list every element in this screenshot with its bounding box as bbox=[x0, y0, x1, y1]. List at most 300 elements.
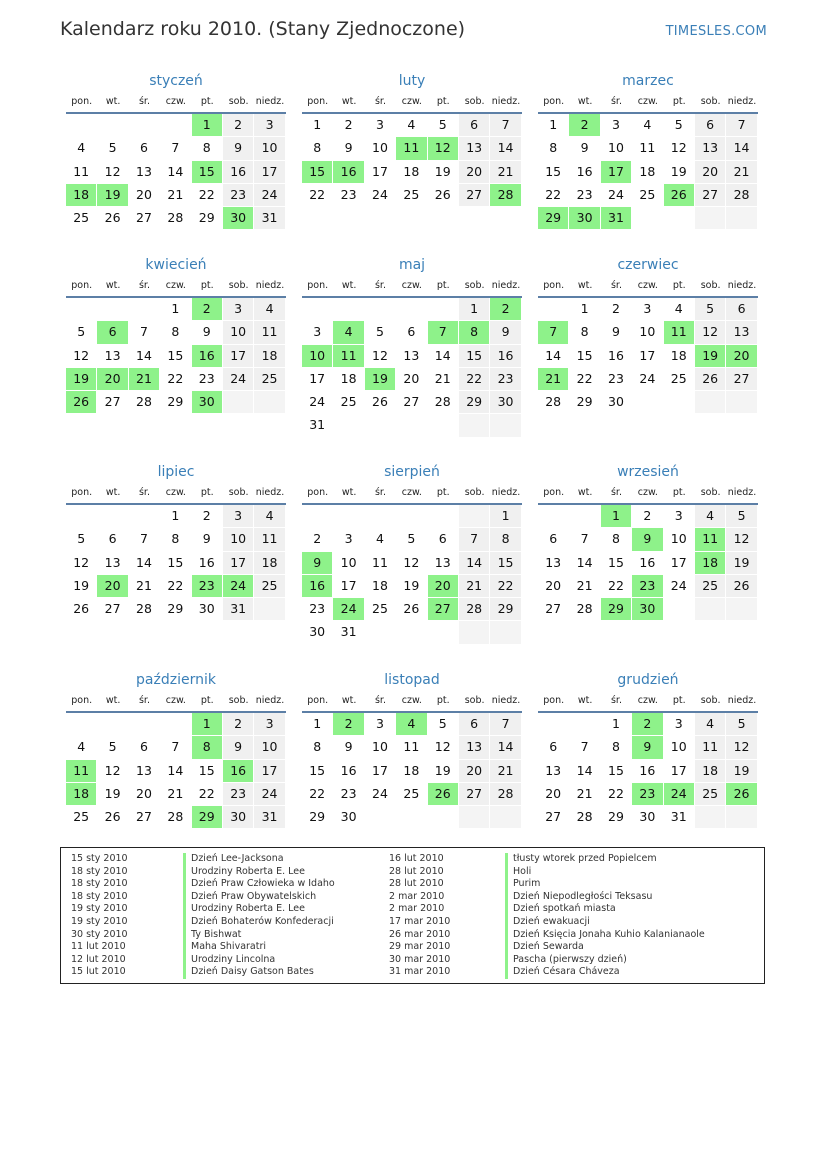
day-cell[interactable]: 29 bbox=[608, 809, 624, 825]
day-cell[interactable]: 4 bbox=[407, 117, 416, 132]
day-cell[interactable]: 31 bbox=[254, 207, 284, 229]
day-cell[interactable]: 24 bbox=[670, 577, 687, 593]
day-cell[interactable]: 20 bbox=[726, 345, 756, 367]
day-cell[interactable]: 17 bbox=[340, 577, 357, 593]
day-cell[interactable]: 21 bbox=[434, 370, 451, 386]
day-cell[interactable]: 25 bbox=[254, 368, 284, 390]
day-cell[interactable]: 26 bbox=[726, 783, 756, 805]
day-cell[interactable]: 6 bbox=[438, 531, 447, 547]
day-cell[interactable]: 28 bbox=[726, 184, 756, 206]
day-cell[interactable]: 24 bbox=[372, 785, 388, 801]
day-cell[interactable]: 27 bbox=[136, 809, 152, 825]
day-cell[interactable]: 17 bbox=[601, 161, 631, 183]
day-cell[interactable]: 24 bbox=[664, 783, 694, 805]
day-cell[interactable]: 17 bbox=[309, 370, 326, 386]
day-cell[interactable]: 10 bbox=[670, 739, 687, 755]
day-cell[interactable]: 22 bbox=[167, 370, 184, 386]
day-cell[interactable]: 9 bbox=[612, 324, 620, 340]
day-cell[interactable]: 26 bbox=[73, 601, 90, 617]
day-cell[interactable]: 22 bbox=[309, 186, 326, 202]
day-cell[interactable]: 23 bbox=[490, 368, 520, 390]
day-cell[interactable]: 9 bbox=[580, 140, 589, 156]
day-cell[interactable]: 10 bbox=[608, 140, 624, 156]
day-cell[interactable]: 5 bbox=[695, 298, 725, 320]
day-cell[interactable]: 22 bbox=[490, 575, 520, 597]
day-cell[interactable]: 7 bbox=[726, 114, 756, 136]
day-cell[interactable]: 25 bbox=[670, 370, 687, 386]
day-cell[interactable]: 5 bbox=[438, 716, 447, 731]
day-cell[interactable]: 21 bbox=[167, 186, 184, 202]
day-cell[interactable]: 29 bbox=[459, 391, 489, 413]
day-cell[interactable]: 31 bbox=[670, 809, 687, 825]
day-cell[interactable]: 26 bbox=[104, 809, 121, 825]
day-cell[interactable]: 3 bbox=[313, 324, 322, 340]
day-cell[interactable]: 1 bbox=[192, 114, 222, 136]
day-cell[interactable]: 16 bbox=[223, 161, 253, 183]
day-cell[interactable]: 28 bbox=[434, 394, 451, 410]
day-cell[interactable]: 8 bbox=[459, 321, 489, 343]
day-cell[interactable]: 15 bbox=[192, 161, 222, 183]
day-cell[interactable]: 30 bbox=[198, 601, 215, 617]
day-cell[interactable]: 20 bbox=[136, 785, 152, 801]
day-cell[interactable]: 17 bbox=[639, 347, 656, 363]
day-cell[interactable]: 20 bbox=[459, 161, 489, 183]
day-cell[interactable]: 1 bbox=[612, 716, 620, 731]
day-cell[interactable]: 7 bbox=[580, 739, 589, 755]
day-cell[interactable]: 30 bbox=[632, 598, 662, 620]
day-cell[interactable]: 4 bbox=[643, 117, 652, 132]
day-cell[interactable]: 10 bbox=[254, 736, 284, 758]
day-cell[interactable]: 16 bbox=[608, 347, 624, 363]
day-cell[interactable]: 19 bbox=[434, 762, 451, 778]
day-cell[interactable]: 8 bbox=[549, 140, 558, 156]
day-cell[interactable]: 24 bbox=[309, 394, 326, 410]
day-cell[interactable]: 8 bbox=[490, 528, 520, 550]
day-cell[interactable]: 11 bbox=[73, 163, 90, 179]
day-cell[interactable]: 4 bbox=[376, 531, 384, 547]
day-cell[interactable]: 28 bbox=[576, 601, 593, 617]
day-cell[interactable]: 30 bbox=[192, 391, 222, 413]
day-cell[interactable]: 7 bbox=[171, 140, 180, 156]
day-cell[interactable]: 30 bbox=[608, 394, 624, 410]
day-cell[interactable]: 11 bbox=[695, 736, 725, 758]
day-cell[interactable]: 6 bbox=[140, 140, 148, 156]
day-cell[interactable]: 7 bbox=[580, 531, 589, 547]
day-cell[interactable]: 12 bbox=[403, 554, 420, 570]
day-cell[interactable]: 31 bbox=[340, 624, 357, 640]
day-cell[interactable]: 25 bbox=[639, 186, 656, 202]
day-cell[interactable]: 17 bbox=[372, 762, 388, 778]
day-cell[interactable]: 9 bbox=[223, 736, 253, 758]
day-cell[interactable]: 1 bbox=[171, 301, 180, 316]
day-cell[interactable]: 23 bbox=[340, 785, 357, 801]
day-cell[interactable]: 12 bbox=[726, 736, 756, 758]
day-cell[interactable]: 19 bbox=[726, 760, 756, 782]
day-cell[interactable]: 28 bbox=[136, 601, 152, 617]
day-cell[interactable]: 25 bbox=[403, 785, 420, 801]
day-cell[interactable]: 3 bbox=[254, 713, 284, 735]
day-cell[interactable]: 26 bbox=[104, 210, 121, 226]
day-cell[interactable]: 17 bbox=[670, 762, 687, 778]
day-cell[interactable]: 17 bbox=[372, 163, 388, 179]
day-cell[interactable]: 29 bbox=[167, 394, 184, 410]
day-cell[interactable]: 22 bbox=[576, 370, 593, 386]
day-cell[interactable]: 2 bbox=[632, 713, 662, 735]
day-cell[interactable]: 3 bbox=[612, 117, 620, 132]
day-cell[interactable]: 15 bbox=[545, 163, 562, 179]
day-cell[interactable]: 8 bbox=[612, 739, 620, 755]
day-cell[interactable]: 26 bbox=[434, 186, 451, 202]
day-cell[interactable]: 6 bbox=[407, 324, 416, 340]
day-cell[interactable]: 1 bbox=[313, 117, 322, 132]
day-cell[interactable]: 8 bbox=[580, 324, 589, 340]
day-cell[interactable]: 15 bbox=[576, 347, 593, 363]
day-cell[interactable]: 5 bbox=[77, 531, 86, 547]
day-cell[interactable]: 5 bbox=[376, 324, 384, 340]
day-cell[interactable]: 2 bbox=[490, 298, 520, 320]
day-cell[interactable]: 13 bbox=[104, 554, 121, 570]
day-cell[interactable]: 1 bbox=[313, 716, 322, 731]
day-cell[interactable]: 23 bbox=[608, 370, 624, 386]
day-cell[interactable]: 7 bbox=[171, 739, 180, 755]
day-cell[interactable]: 6 bbox=[726, 298, 756, 320]
day-cell[interactable]: 25 bbox=[340, 394, 357, 410]
day-cell[interactable]: 8 bbox=[612, 531, 620, 547]
day-cell[interactable]: 26 bbox=[66, 391, 96, 413]
day-cell[interactable]: 2 bbox=[333, 713, 363, 735]
day-cell[interactable]: 14 bbox=[459, 552, 489, 574]
day-cell[interactable]: 27 bbox=[104, 601, 121, 617]
day-cell[interactable]: 10 bbox=[340, 554, 357, 570]
day-cell[interactable]: 15 bbox=[490, 552, 520, 574]
day-cell[interactable]: 20 bbox=[97, 368, 127, 390]
day-cell[interactable]: 4 bbox=[695, 713, 725, 735]
day-cell[interactable]: 15 bbox=[608, 554, 624, 570]
day-cell[interactable]: 17 bbox=[254, 161, 284, 183]
day-cell[interactable]: 14 bbox=[726, 137, 756, 159]
day-cell[interactable]: 22 bbox=[608, 577, 624, 593]
day-cell[interactable]: 13 bbox=[545, 554, 562, 570]
day-cell[interactable]: 12 bbox=[428, 137, 458, 159]
day-cell[interactable]: 26 bbox=[726, 575, 756, 597]
day-cell[interactable]: 11 bbox=[695, 528, 725, 550]
day-cell[interactable]: 27 bbox=[545, 809, 562, 825]
day-cell[interactable]: 8 bbox=[171, 531, 180, 547]
day-cell[interactable]: 24 bbox=[223, 575, 253, 597]
day-cell[interactable]: 15 bbox=[608, 762, 624, 778]
day-cell[interactable]: 15 bbox=[198, 762, 215, 778]
day-cell[interactable]: 2 bbox=[202, 508, 211, 523]
day-cell[interactable]: 11 bbox=[403, 739, 420, 755]
day-cell[interactable]: 13 bbox=[459, 736, 489, 758]
day-cell[interactable]: 27 bbox=[726, 368, 756, 390]
day-cell[interactable]: 11 bbox=[372, 554, 388, 570]
day-cell[interactable]: 14 bbox=[434, 347, 451, 363]
day-cell[interactable]: 24 bbox=[608, 186, 624, 202]
day-cell[interactable]: 29 bbox=[192, 806, 222, 828]
day-cell[interactable]: 18 bbox=[695, 552, 725, 574]
day-cell[interactable]: 5 bbox=[108, 739, 117, 755]
day-cell[interactable]: 19 bbox=[365, 368, 395, 390]
day-cell[interactable]: 5 bbox=[77, 324, 86, 340]
day-cell[interactable]: 4 bbox=[77, 739, 86, 755]
day-cell[interactable]: 9 bbox=[632, 528, 662, 550]
day-cell[interactable]: 1 bbox=[601, 505, 631, 527]
day-cell[interactable]: 20 bbox=[136, 186, 152, 202]
day-cell[interactable]: 7 bbox=[490, 114, 520, 136]
day-cell[interactable]: 7 bbox=[490, 713, 520, 735]
day-cell[interactable]: 4 bbox=[333, 321, 363, 343]
day-cell[interactable]: 30 bbox=[639, 809, 656, 825]
day-cell[interactable]: 3 bbox=[376, 117, 384, 132]
day-cell[interactable]: 14 bbox=[167, 762, 184, 778]
day-cell[interactable]: 1 bbox=[459, 298, 489, 320]
day-cell[interactable]: 20 bbox=[97, 575, 127, 597]
day-cell[interactable]: 28 bbox=[167, 210, 184, 226]
day-cell[interactable]: 29 bbox=[490, 598, 520, 620]
day-cell[interactable]: 23 bbox=[198, 370, 215, 386]
day-cell[interactable]: 8 bbox=[202, 140, 211, 156]
day-cell[interactable]: 3 bbox=[344, 531, 353, 547]
day-cell[interactable]: 20 bbox=[403, 370, 420, 386]
day-cell[interactable]: 26 bbox=[428, 783, 458, 805]
day-cell[interactable]: 10 bbox=[372, 140, 388, 156]
day-cell[interactable]: 9 bbox=[344, 739, 353, 755]
day-cell[interactable]: 3 bbox=[223, 298, 253, 320]
day-cell[interactable]: 12 bbox=[670, 140, 687, 156]
day-cell[interactable]: 29 bbox=[309, 809, 326, 825]
day-cell[interactable]: 8 bbox=[313, 140, 322, 156]
day-cell[interactable]: 18 bbox=[639, 163, 656, 179]
day-cell[interactable]: 18 bbox=[403, 163, 420, 179]
day-cell[interactable]: 26 bbox=[403, 601, 420, 617]
day-cell[interactable]: 12 bbox=[73, 554, 90, 570]
day-cell[interactable]: 9 bbox=[344, 140, 353, 156]
day-cell[interactable]: 28 bbox=[490, 783, 520, 805]
day-cell[interactable]: 16 bbox=[639, 762, 656, 778]
day-cell[interactable]: 15 bbox=[459, 345, 489, 367]
day-cell[interactable]: 18 bbox=[254, 552, 284, 574]
day-cell[interactable]: 26 bbox=[695, 368, 725, 390]
day-cell[interactable]: 19 bbox=[66, 368, 96, 390]
day-cell[interactable]: 22 bbox=[608, 785, 624, 801]
day-cell[interactable]: 2 bbox=[643, 508, 652, 523]
day-cell[interactable]: 31 bbox=[309, 417, 326, 433]
day-cell[interactable]: 15 bbox=[309, 762, 326, 778]
day-cell[interactable]: 20 bbox=[695, 161, 725, 183]
day-cell[interactable]: 25 bbox=[73, 210, 90, 226]
day-cell[interactable]: 25 bbox=[73, 809, 90, 825]
day-cell[interactable]: 29 bbox=[167, 601, 184, 617]
day-cell[interactable]: 21 bbox=[576, 577, 593, 593]
day-cell[interactable]: 13 bbox=[104, 347, 121, 363]
day-cell[interactable]: 21 bbox=[136, 577, 152, 593]
day-cell[interactable]: 16 bbox=[490, 345, 520, 367]
day-cell[interactable]: 23 bbox=[309, 601, 326, 617]
day-cell[interactable]: 12 bbox=[104, 163, 121, 179]
day-cell[interactable]: 17 bbox=[670, 554, 687, 570]
day-cell[interactable]: 12 bbox=[104, 762, 121, 778]
day-cell[interactable]: 14 bbox=[136, 554, 152, 570]
day-cell[interactable]: 27 bbox=[545, 601, 562, 617]
day-cell[interactable]: 24 bbox=[372, 186, 388, 202]
day-cell[interactable]: 18 bbox=[695, 760, 725, 782]
day-cell[interactable]: 30 bbox=[340, 809, 357, 825]
day-cell[interactable]: 18 bbox=[340, 370, 357, 386]
day-cell[interactable]: 12 bbox=[73, 347, 90, 363]
day-cell[interactable]: 9 bbox=[302, 552, 332, 574]
day-cell[interactable]: 18 bbox=[670, 347, 687, 363]
day-cell[interactable]: 31 bbox=[601, 207, 631, 229]
day-cell[interactable]: 5 bbox=[726, 713, 756, 735]
day-cell[interactable]: 14 bbox=[490, 137, 520, 159]
day-cell[interactable]: 30 bbox=[490, 391, 520, 413]
day-cell[interactable]: 16 bbox=[639, 554, 656, 570]
day-cell[interactable]: 11 bbox=[639, 140, 656, 156]
day-cell[interactable]: 16 bbox=[192, 345, 222, 367]
day-cell[interactable]: 11 bbox=[333, 345, 363, 367]
day-cell[interactable]: 13 bbox=[726, 321, 756, 343]
day-cell[interactable]: 9 bbox=[202, 531, 211, 547]
day-cell[interactable]: 23 bbox=[223, 184, 253, 206]
day-cell[interactable]: 19 bbox=[104, 785, 121, 801]
day-cell[interactable]: 10 bbox=[223, 528, 253, 550]
day-cell[interactable]: 30 bbox=[223, 207, 253, 229]
day-cell[interactable]: 9 bbox=[632, 736, 662, 758]
day-cell[interactable]: 30 bbox=[223, 806, 253, 828]
day-cell[interactable]: 3 bbox=[643, 301, 652, 316]
day-cell[interactable]: 24 bbox=[639, 370, 656, 386]
day-cell[interactable]: 2 bbox=[192, 298, 222, 320]
day-cell[interactable]: 19 bbox=[97, 184, 127, 206]
day-cell[interactable]: 27 bbox=[428, 598, 458, 620]
day-cell[interactable]: 7 bbox=[140, 531, 148, 547]
day-cell[interactable]: 24 bbox=[223, 368, 253, 390]
day-cell[interactable]: 15 bbox=[302, 161, 332, 183]
day-cell[interactable]: 28 bbox=[576, 809, 593, 825]
day-cell[interactable]: 6 bbox=[459, 114, 489, 136]
day-cell[interactable]: 3 bbox=[674, 508, 683, 523]
day-cell[interactable]: 10 bbox=[372, 739, 388, 755]
day-cell[interactable]: 6 bbox=[140, 739, 148, 755]
day-cell[interactable]: 19 bbox=[73, 577, 90, 593]
day-cell[interactable]: 10 bbox=[254, 137, 284, 159]
day-cell[interactable]: 5 bbox=[674, 117, 683, 132]
day-cell[interactable]: 24 bbox=[254, 783, 284, 805]
day-cell[interactable]: 14 bbox=[545, 347, 562, 363]
day-cell[interactable]: 17 bbox=[223, 552, 253, 574]
day-cell[interactable]: 4 bbox=[254, 298, 284, 320]
day-cell[interactable]: 19 bbox=[403, 577, 420, 593]
day-cell[interactable]: 21 bbox=[576, 785, 593, 801]
day-cell[interactable]: 4 bbox=[254, 505, 284, 527]
day-cell[interactable]: 1 bbox=[490, 505, 520, 527]
day-cell[interactable]: 27 bbox=[459, 184, 489, 206]
day-cell[interactable]: 3 bbox=[223, 505, 253, 527]
day-cell[interactable]: 18 bbox=[66, 783, 96, 805]
day-cell[interactable]: 27 bbox=[136, 210, 152, 226]
day-cell[interactable]: 7 bbox=[459, 528, 489, 550]
day-cell[interactable]: 12 bbox=[726, 528, 756, 550]
day-cell[interactable]: 5 bbox=[438, 117, 447, 132]
day-cell[interactable]: 16 bbox=[198, 554, 215, 570]
day-cell[interactable]: 19 bbox=[670, 163, 687, 179]
day-cell[interactable]: 13 bbox=[545, 762, 562, 778]
day-cell[interactable]: 6 bbox=[695, 114, 725, 136]
day-cell[interactable]: 5 bbox=[726, 505, 756, 527]
day-cell[interactable]: 14 bbox=[490, 736, 520, 758]
day-cell[interactable]: 27 bbox=[104, 394, 121, 410]
day-cell[interactable]: 2 bbox=[223, 713, 253, 735]
day-cell[interactable]: 9 bbox=[223, 137, 253, 159]
day-cell[interactable]: 23 bbox=[192, 575, 222, 597]
day-cell[interactable]: 16 bbox=[302, 575, 332, 597]
day-cell[interactable]: 25 bbox=[695, 575, 725, 597]
day-cell[interactable]: 14 bbox=[576, 762, 593, 778]
day-cell[interactable]: 13 bbox=[459, 137, 489, 159]
day-cell[interactable]: 14 bbox=[136, 347, 152, 363]
day-cell[interactable]: 16 bbox=[340, 762, 357, 778]
day-cell[interactable]: 21 bbox=[490, 760, 520, 782]
day-cell[interactable]: 12 bbox=[695, 321, 725, 343]
day-cell[interactable]: 11 bbox=[396, 137, 426, 159]
day-cell[interactable]: 24 bbox=[333, 598, 363, 620]
day-cell[interactable]: 12 bbox=[372, 347, 388, 363]
day-cell[interactable]: 4 bbox=[695, 505, 725, 527]
day-cell[interactable]: 26 bbox=[664, 184, 694, 206]
day-cell[interactable]: 19 bbox=[434, 163, 451, 179]
day-cell[interactable]: 26 bbox=[372, 394, 388, 410]
day-cell[interactable]: 4 bbox=[77, 140, 86, 156]
day-cell[interactable]: 30 bbox=[569, 207, 599, 229]
day-cell[interactable]: 13 bbox=[434, 554, 451, 570]
day-cell[interactable]: 6 bbox=[97, 321, 127, 343]
day-cell[interactable]: 28 bbox=[167, 809, 184, 825]
day-cell[interactable]: 21 bbox=[167, 785, 184, 801]
day-cell[interactable]: 10 bbox=[639, 324, 656, 340]
day-cell[interactable]: 8 bbox=[313, 739, 322, 755]
day-cell[interactable]: 18 bbox=[403, 762, 420, 778]
day-cell[interactable]: 8 bbox=[192, 736, 222, 758]
day-cell[interactable]: 23 bbox=[632, 783, 662, 805]
day-cell[interactable]: 7 bbox=[538, 321, 568, 343]
day-cell[interactable]: 11 bbox=[664, 321, 694, 343]
day-cell[interactable]: 4 bbox=[396, 713, 426, 735]
day-cell[interactable]: 15 bbox=[167, 347, 184, 363]
day-cell[interactable]: 22 bbox=[198, 186, 215, 202]
day-cell[interactable]: 14 bbox=[167, 163, 184, 179]
day-cell[interactable]: 31 bbox=[223, 598, 253, 620]
day-cell[interactable]: 9 bbox=[202, 324, 211, 340]
day-cell[interactable]: 15 bbox=[167, 554, 184, 570]
day-cell[interactable]: 25 bbox=[254, 575, 284, 597]
day-cell[interactable]: 25 bbox=[372, 601, 388, 617]
day-cell[interactable]: 23 bbox=[632, 575, 662, 597]
day-cell[interactable]: 6 bbox=[459, 713, 489, 735]
day-cell[interactable]: 30 bbox=[309, 624, 326, 640]
day-cell[interactable]: 16 bbox=[576, 163, 593, 179]
day-cell[interactable]: 22 bbox=[459, 368, 489, 390]
day-cell[interactable]: 3 bbox=[254, 114, 284, 136]
day-cell[interactable]: 10 bbox=[223, 321, 253, 343]
day-cell[interactable]: 5 bbox=[108, 140, 117, 156]
day-cell[interactable]: 20 bbox=[545, 577, 562, 593]
day-cell[interactable]: 31 bbox=[254, 806, 284, 828]
day-cell[interactable]: 17 bbox=[223, 345, 253, 367]
day-cell[interactable]: 2 bbox=[313, 531, 322, 547]
day-cell[interactable]: 17 bbox=[254, 760, 284, 782]
day-cell[interactable]: 18 bbox=[66, 184, 96, 206]
